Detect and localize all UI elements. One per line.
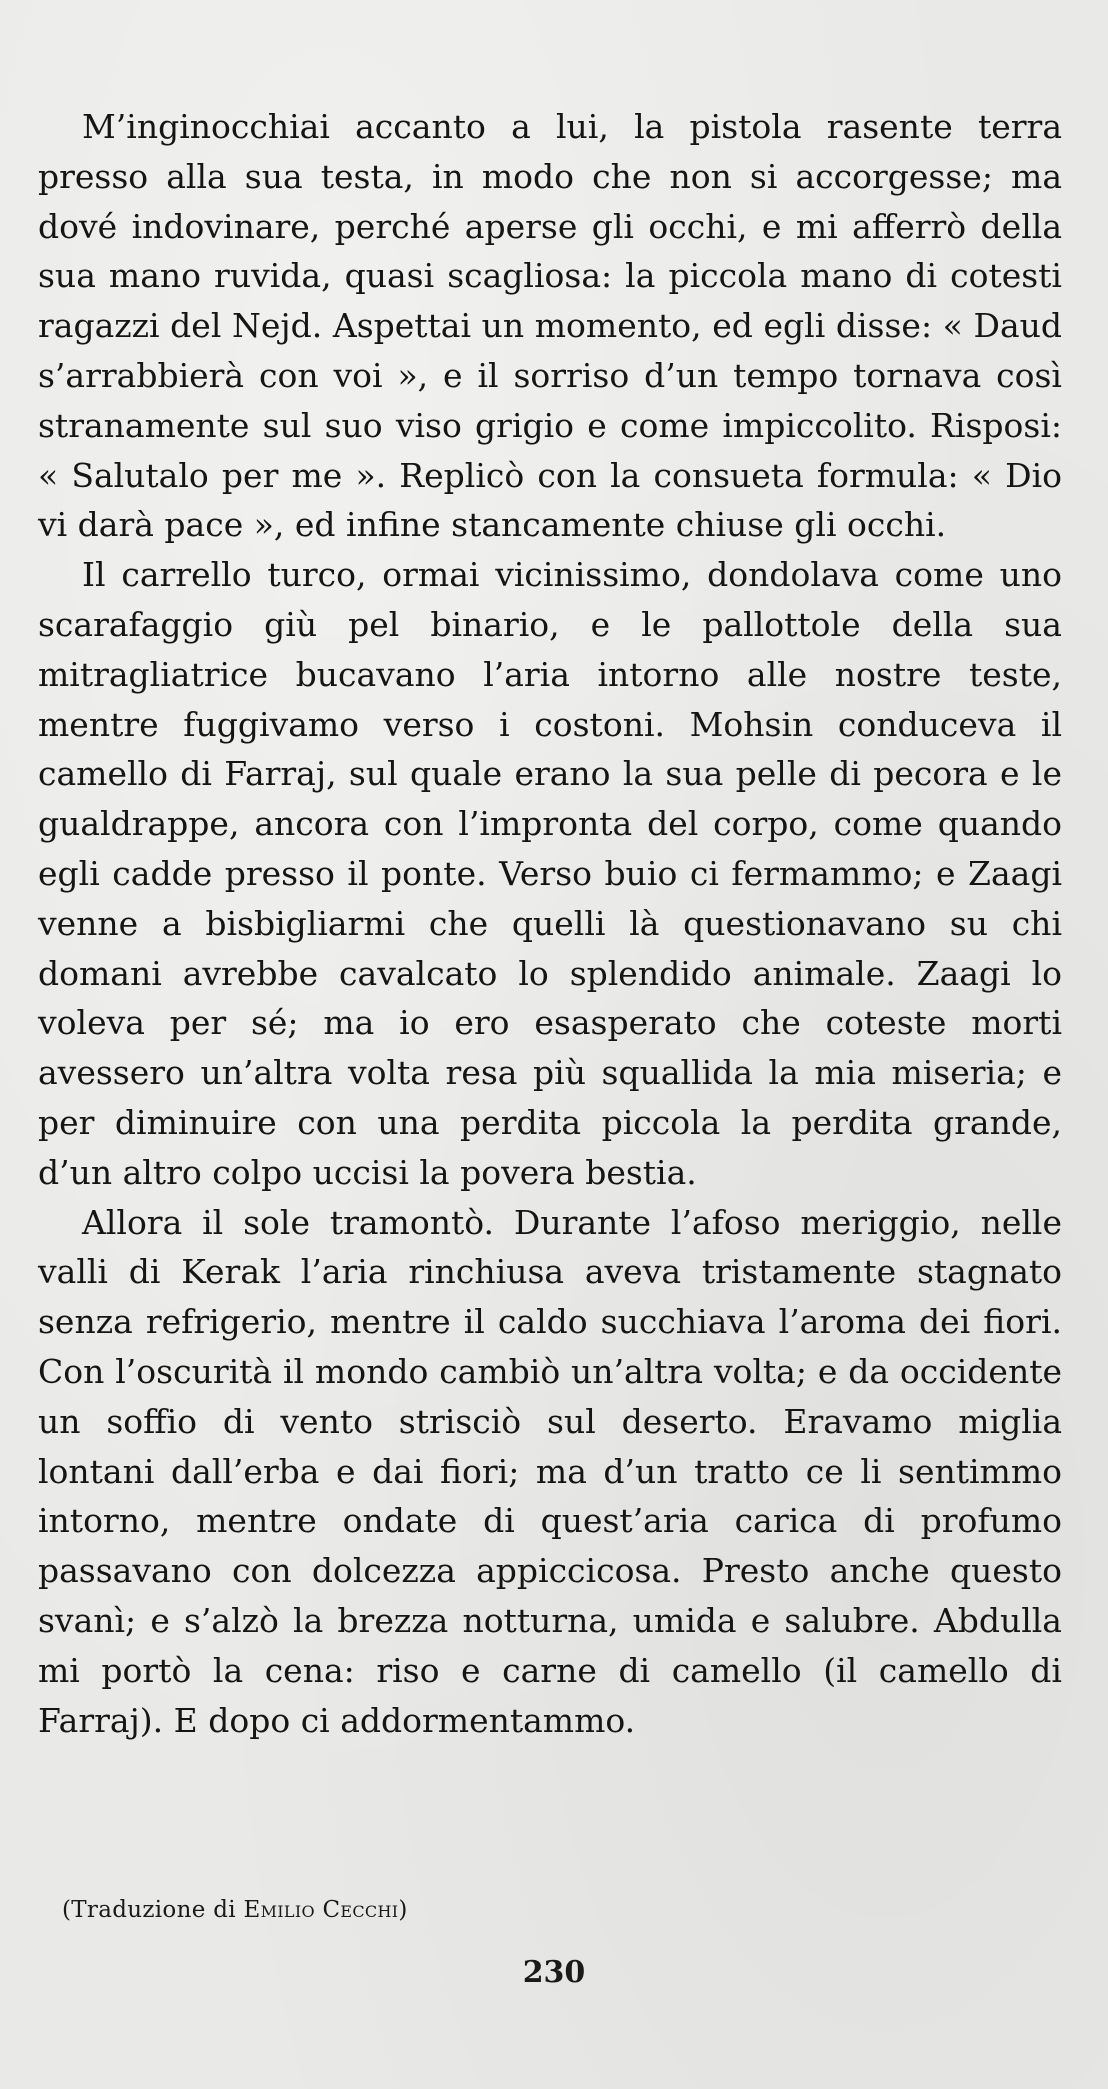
translation-suffix: ) bbox=[398, 1897, 408, 1923]
translation-prefix: (Traduzione di bbox=[62, 1897, 244, 1923]
translator-name: Emilio Cecchi bbox=[243, 1897, 399, 1923]
paragraph-2: Il carrello turco, ormai vicinissimo, dondolava come uno scarafaggio giù pel binario, e le pallottole della sua mitragliatrice bucavano l’aria intorno alle nostre teste, mentre fuggivamo verso i costoni. Mohsin conduceva il camello di Farraj, sul quale erano la sua pelle di pecora e le gualdrappe, ancora con l’impronta del corpo, come quando egli cadde presso il ponte. Verso buio ci fermammo; e Zaagi venne a bisbigliarmi che quelli là questionavano su chi domani avrebbe cavalcato lo splendido animale. Zaagi lo voleva per sé; ma io ero esasperato che coteste morti avessero un’altra volta resa più squallida la mia miseria; e per diminuire con una perdita piccola la perdita grande, d’un altro colpo uccisi la povera bestia. bbox=[38, 555, 1062, 1192]
paragraph-1: M’inginocchiai accanto a lui, la pistola rasente terra presso alla sua testa, in modo che non si accorgesse; ma dové indovinare, perché aperse gli occhi, e mi afferrò della sua mano ruvida, quasi scagliosa: la piccola mano di cotesti ragazzi del Nejd. Aspettai un momento, ed egli disse: « Daud s’arrabbierà con voi », e il sorriso d’un tempo tornava così stranamente sul suo viso grigio e come impiccolito. Risposi: « Salutalo per me ». Replicò con la consueta formula: « Dio vi darà pace », ed infine stancamente chiuse gli occhi. bbox=[38, 107, 1062, 545]
page-number: 230 bbox=[522, 1955, 586, 1990]
body-text bbox=[38, 102, 1062, 1745]
paragraph-3: Allora il sole tramontò. Durante l’afoso meriggio, nelle valli di Kerak l’aria rinchiusa aveva tristamente stagnato senza refrigerio, mentre il caldo succhiava l’aroma dei fiori. Con l’oscurità il mondo cambiò un’altra volta; e da occidente un soffio di vento strisciò sul deserto. Eravamo miglia lontani dall’erba e dai fiori; ma d’un tratto ce li sentimmo intorno, mentre ondate di quest’aria carica di profumo passavano con dolcezza appiccicosa. Presto anche questo svanì; e s’alzò la brezza notturna, umida e salubre. Abdulla mi portò la cena: riso e carne di camello (il camello di Farraj). E dopo ci addormentammo. bbox=[38, 1202, 1062, 1740]
translation-credit bbox=[62, 1897, 408, 1923]
